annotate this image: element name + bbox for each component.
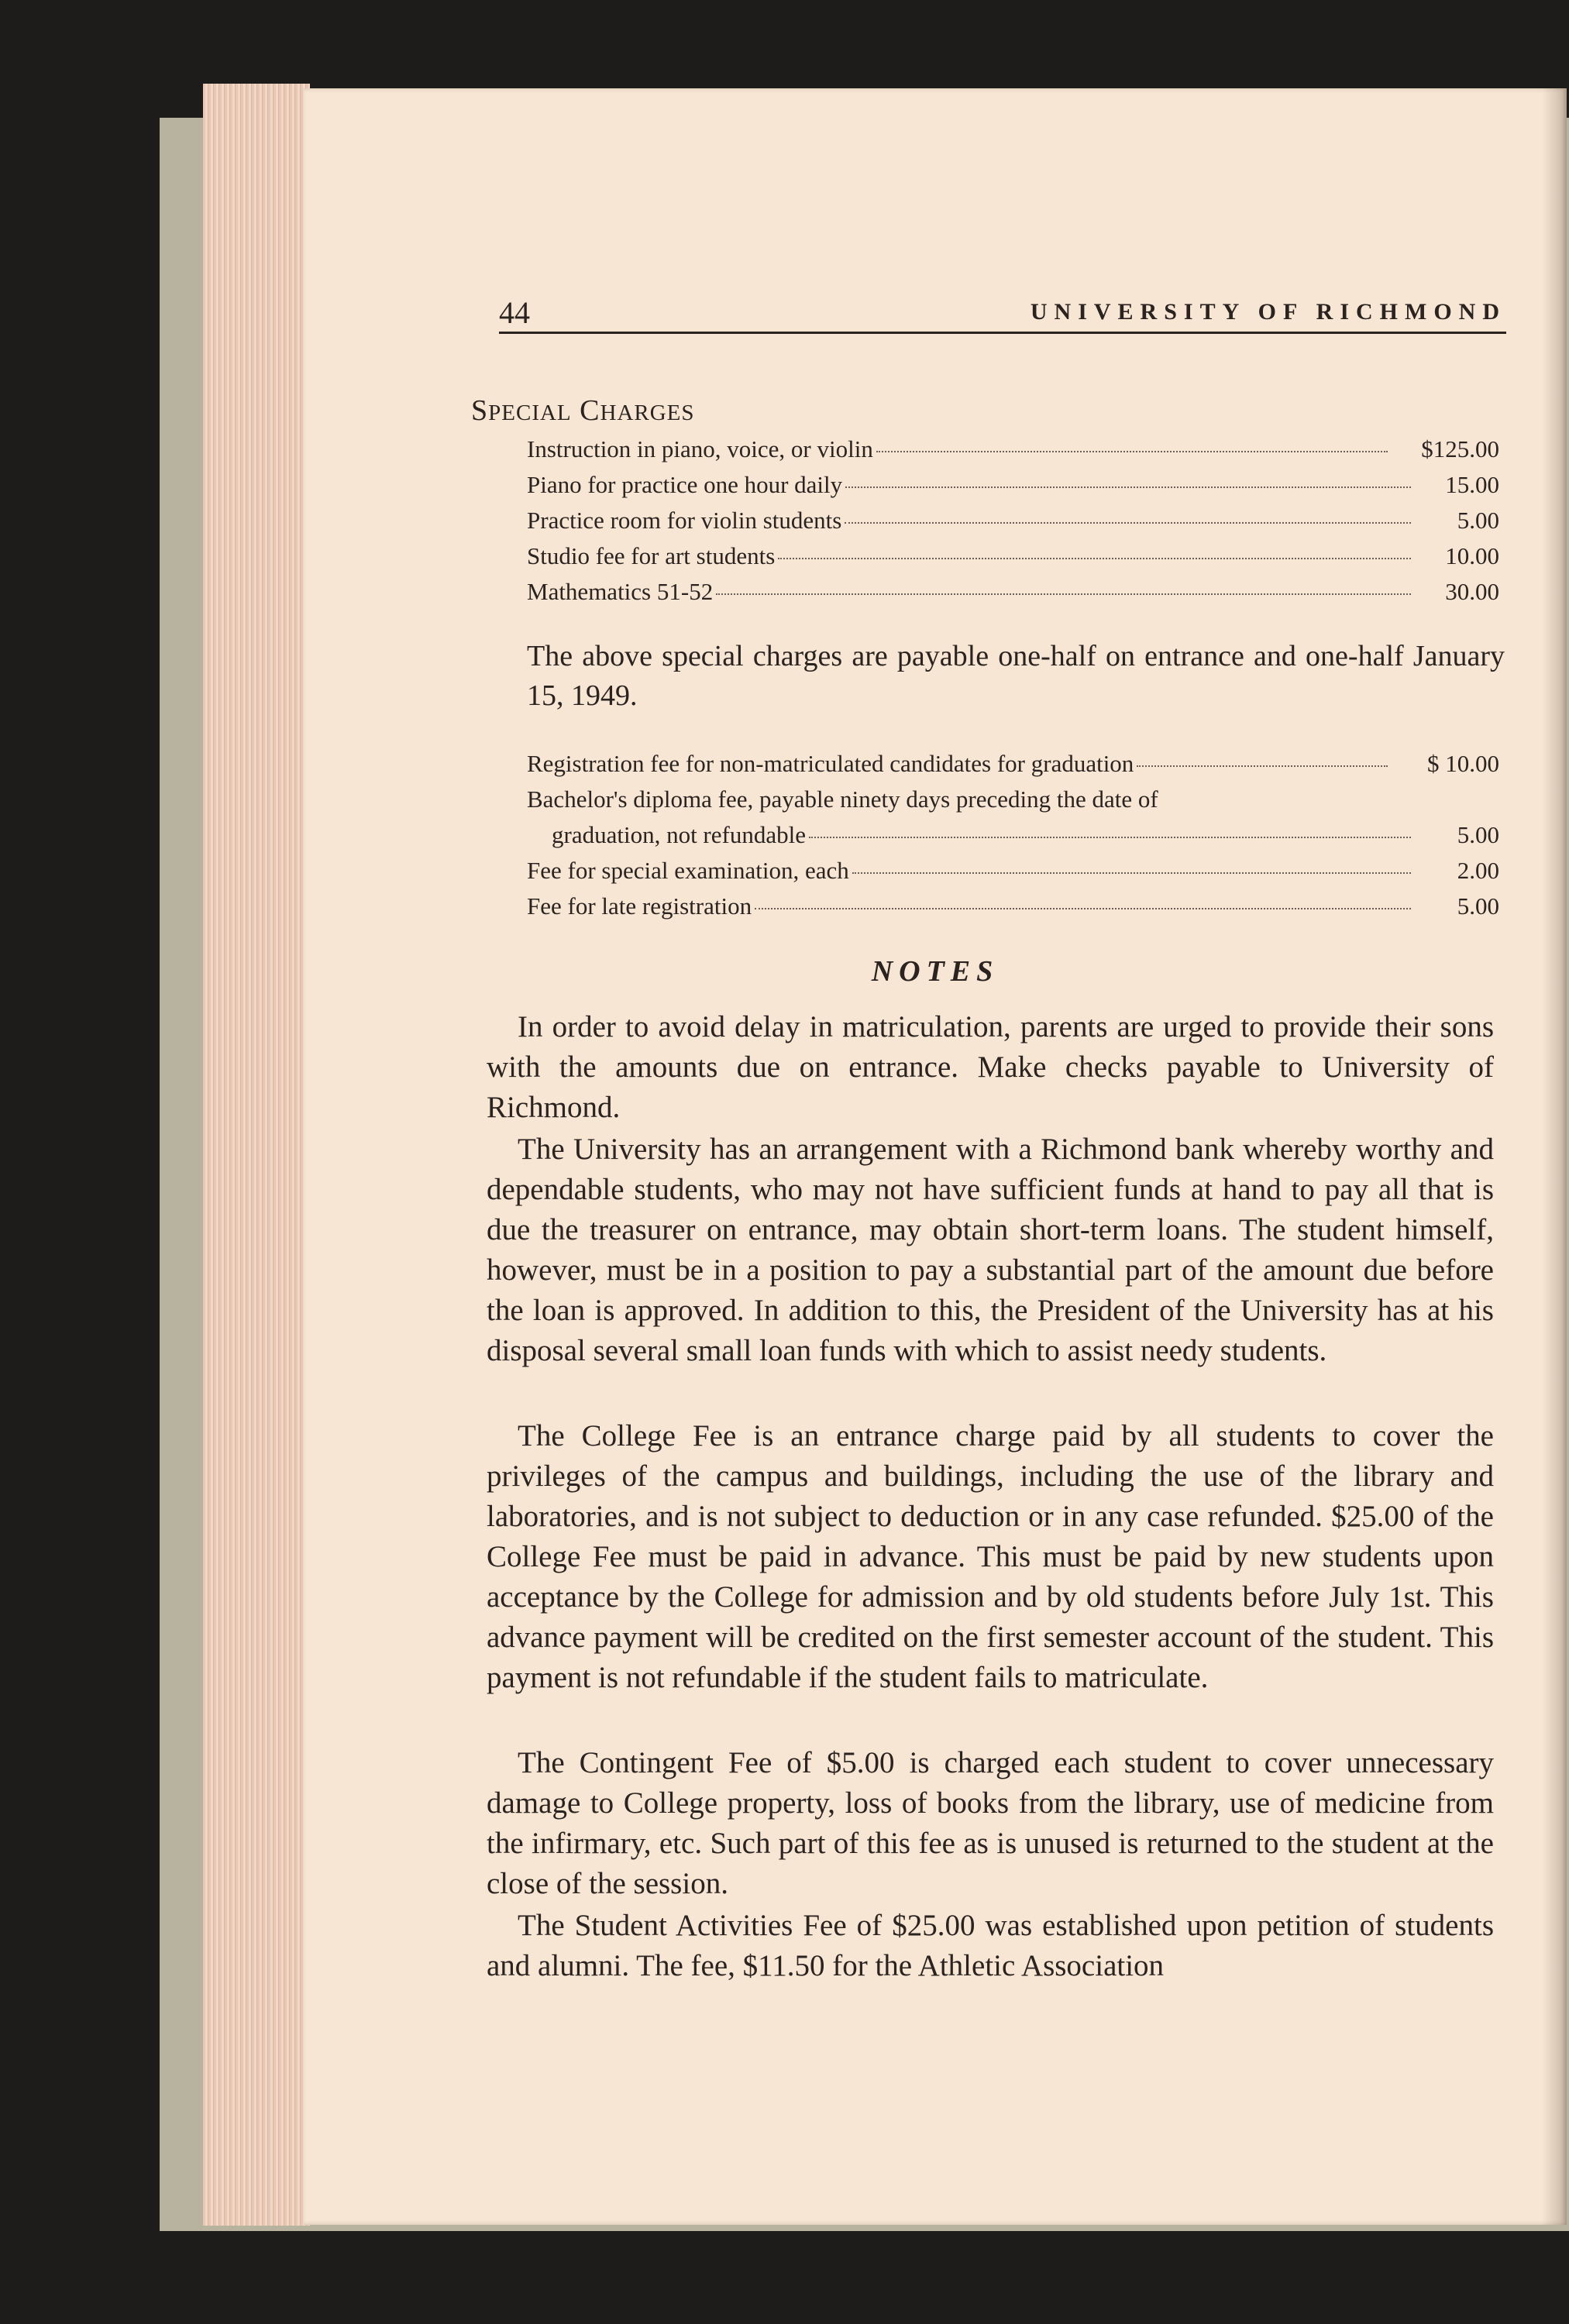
list-item: Mathematics 51-52 30.00 bbox=[527, 578, 1499, 605]
notes-paragraph: In order to avoid delay in matriculation, parents are urged to provide their sons with the amounts due on entrance. Make checks payable to University of Richmond. bbox=[487, 1010, 1494, 1124]
special-charges-note: The above special charges are payable one-half on entrance and one-half January 15, 1949. bbox=[527, 640, 1505, 712]
page-number: 44 bbox=[499, 295, 530, 330]
section-title-special-charges: SPECIAL CHARGES bbox=[471, 394, 695, 427]
running-head: UNIVERSITY OF RICHMOND bbox=[1030, 299, 1506, 325]
notes-paragraph: The University has an arrangement with a Richmond bank whereby worthy and dependable students, who may not have sufficient funds at hand to pay all that is due the treasurer on entrance, may obtain short-term loans. The student himself, however, must be in a position to pay a substantial part of the amount due before the loan is approved. In addition to this, the President of the University has at his disposal several small loan funds with which to assist needy students. bbox=[487, 1133, 1494, 1367]
notes-heading: NOTES bbox=[871, 955, 1000, 988]
page-edges bbox=[203, 84, 310, 2226]
list-item: Practice room for violin students 5.00 bbox=[527, 507, 1499, 534]
list-item: Fee for late registration 5.00 bbox=[527, 892, 1499, 920]
list-item: graduation, not refundable 5.00 bbox=[552, 821, 1499, 848]
list-item: Bachelor's diploma fee, payable ninety days preceding the date of bbox=[527, 786, 1158, 813]
notes-paragraph: The Student Activities Fee of $25.00 was established upon petition of students and alumni. The fee, $11.50 for the Athletic Association bbox=[487, 1909, 1494, 1982]
list-item: Fee for special examination, each 2.00 bbox=[527, 857, 1499, 884]
notes-paragraph: The College Fee is an entrance charge paid by all students to cover the privileges of the campus and buildings, including the use of the library and laboratories, and is not subject to deduction or in any case refunded. $25.00 of the College Fee must be paid in advance. This must be paid by new students upon acceptance by the College for admission and by old students before July 1st. This advance payment will be credited on the first semester account of the student. This payment is not refundable if the student fails to matriculate. bbox=[487, 1419, 1494, 1694]
list-item: Instruction in piano, voice, or violin $125.00 bbox=[527, 435, 1499, 462]
notes-paragraph: The Contingent Fee of $5.00 is charged each student to cover unnecessary damage to College property, loss of books from the library, use of medicine from the infirmary, etc. Such part of this fee as is unused is returned to the student at the close of the session. bbox=[487, 1746, 1494, 1900]
list-item: Studio fee for art students 10.00 bbox=[527, 542, 1499, 569]
list-item: Registration fee for non-matriculated candidates for graduation $ 10.00 bbox=[527, 750, 1499, 777]
list-item: Piano for practice one hour daily 15.00 bbox=[527, 471, 1499, 498]
